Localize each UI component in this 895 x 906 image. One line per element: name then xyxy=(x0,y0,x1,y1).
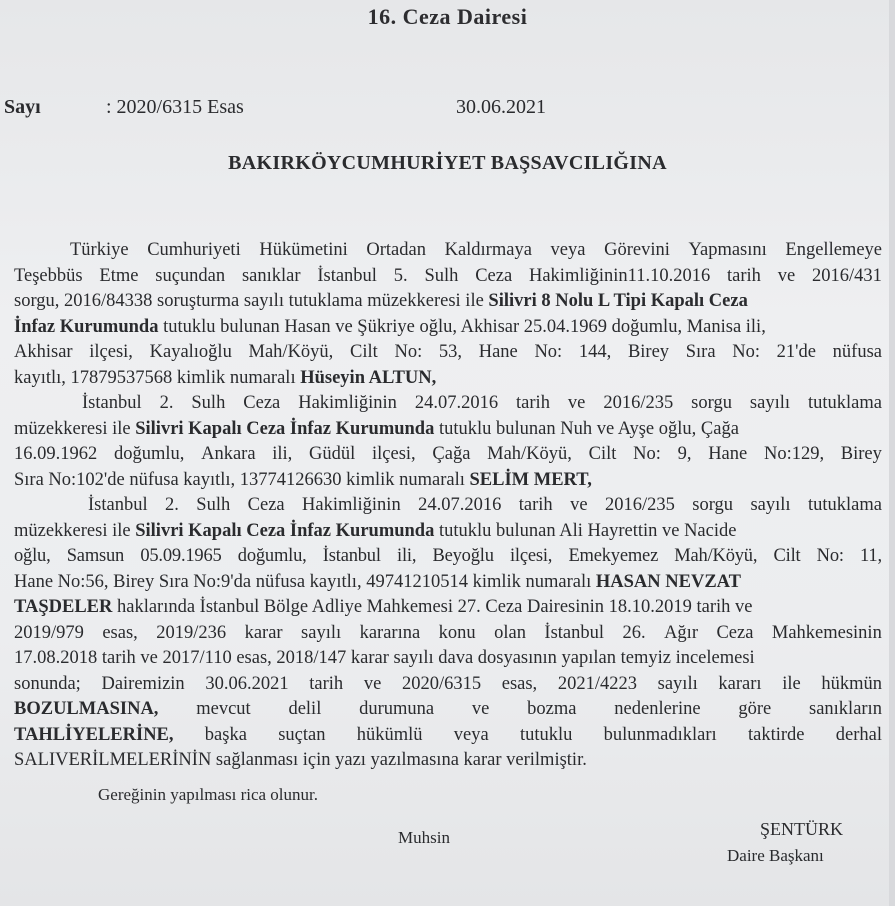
body-word: sanıklar xyxy=(241,265,301,286)
body-word: 16.09.1962 xyxy=(14,444,98,464)
body-word: Ceza xyxy=(475,265,513,286)
body-word: doğumlu, xyxy=(237,546,307,566)
body-word: Ceza xyxy=(247,495,285,515)
defendant-name: TAŞDELER xyxy=(14,597,113,617)
body-word: Mah/Köyü, xyxy=(248,342,334,362)
body-word: Engellemeye xyxy=(785,240,882,260)
body-word: sayılı xyxy=(657,673,698,694)
sayi-value: : 2020/6315 Esas xyxy=(106,96,244,118)
body-word: 2020/6315 xyxy=(401,673,482,694)
body-word: bozma xyxy=(527,699,577,719)
body-text: SALIVERİLMELERİNİN sağlanması için yazı yazılmasına karar verilmiştir. xyxy=(14,750,587,770)
body-word: 2. xyxy=(159,393,174,413)
body-text: müzekkeresi ile xyxy=(14,418,136,439)
body-word: 26. xyxy=(622,622,646,643)
body-word: konu xyxy=(438,622,476,643)
facility-name: Silivri 8 Nolu L Tipi Kapalı Ceza xyxy=(488,291,748,311)
body-text: tutuklu bulunan Nuh ve Ayşe oğlu, Çağa xyxy=(434,418,739,439)
body-word: Sulh xyxy=(424,265,459,286)
body-word: esas, xyxy=(102,622,138,643)
body-word: durumuna xyxy=(359,699,435,719)
addressee-heading: BAKIRKÖYCUMHURİYET BAŞSAVCILIĞINA xyxy=(228,152,667,174)
body-word: Hükümetini xyxy=(259,240,348,260)
body-word: Birey xyxy=(840,444,882,464)
body-text: müzekkeresi ile xyxy=(14,520,136,541)
body-word: Görevini xyxy=(604,240,670,260)
body-word: Türkiye xyxy=(70,240,129,260)
body-word: nedenlerine xyxy=(614,699,701,719)
body-line xyxy=(14,366,882,392)
body-word: tarih xyxy=(309,673,344,694)
body-word: başka xyxy=(204,724,247,745)
body-line xyxy=(14,595,882,621)
body-word: 24.07.2016 xyxy=(418,495,502,515)
body-text: Hane No:56, Birey Sıra No:9'da nüfusa kayıtlı, 49741210514 kimlik numaralı xyxy=(14,571,596,592)
facility-name: Silivri Kapalı Ceza İnfaz Kurumunda xyxy=(135,418,435,439)
body-line xyxy=(14,493,882,519)
body-line xyxy=(14,468,882,494)
body-word: suçundan xyxy=(155,265,226,286)
body-word: 5. xyxy=(393,265,408,286)
body-word: sorgu xyxy=(691,393,732,413)
signature-chair-name: ŞENTÜRK xyxy=(760,819,844,839)
body-word: tarih xyxy=(518,495,553,515)
body-line xyxy=(14,315,882,341)
body-word: ve xyxy=(777,265,796,286)
ruling-keyword: BOZULMASINA, xyxy=(14,699,159,719)
body-word: kararına xyxy=(359,622,421,643)
body-word: oğlu, xyxy=(14,546,51,566)
body-line xyxy=(14,748,882,774)
body-text: Sıra No:102'de nüfusa kayıtlı, 13774126630 kimlik numaralı xyxy=(14,469,470,490)
body-line xyxy=(14,442,882,468)
body-word: Hakimliğinin11.10.2016 xyxy=(528,265,711,286)
body-word: ve xyxy=(363,673,382,694)
defendant-name: SELİM MERT, xyxy=(469,469,592,490)
body-word: Akhisar xyxy=(14,342,73,362)
body-word: Ortadan xyxy=(366,240,426,260)
body-word: ili, xyxy=(272,444,293,464)
body-word: İstanbul xyxy=(544,622,605,643)
body-word: sayılı xyxy=(301,622,342,643)
body-line xyxy=(14,697,882,723)
body-word: Cilt xyxy=(350,342,378,362)
body-word: Teşebbüs xyxy=(14,265,83,286)
body-word: No: xyxy=(732,342,760,362)
body-word: derhal xyxy=(835,724,882,745)
body-line xyxy=(14,340,882,366)
body-word: sorgu xyxy=(692,495,734,515)
body-word: İstanbul xyxy=(322,546,381,566)
body-word: delil xyxy=(288,699,322,719)
body-word: 53, xyxy=(438,342,463,362)
body-line xyxy=(14,417,882,443)
body-word: veya xyxy=(453,724,489,745)
body-word: 2016/235 xyxy=(604,495,675,515)
body-word: Ağır xyxy=(664,622,698,643)
facility-name: İnfaz Kurumunda xyxy=(14,316,159,337)
body-word: tarih xyxy=(516,393,550,413)
body-word: karar xyxy=(244,622,283,643)
body-text: 17.08.2018 tarih ve 2017/110 esas, 2018/147 karar sayılı dava dosyasının yapılan temyiz incelemesi xyxy=(14,648,755,668)
body-word: 2019/979 xyxy=(14,622,84,643)
body-word: Birey xyxy=(627,342,670,362)
body-line xyxy=(14,264,882,290)
body-word: sayılı xyxy=(749,393,790,413)
body-line xyxy=(14,646,882,672)
body-text: haklarında İstanbul Bölge Adliye Mahkemesi 27. Ceza Dairesinin 18.10.2019 tarih ve xyxy=(112,597,753,617)
body-word: 2019/236 xyxy=(156,622,227,643)
body-word: İstanbul xyxy=(317,265,377,286)
body-word: 11, xyxy=(860,546,882,566)
body-word: 24.07.2016 xyxy=(414,393,499,413)
body-word: Mahkemesinin xyxy=(771,622,882,643)
body-word: Cumhuriyeti xyxy=(147,240,241,260)
body-word: hükümlü xyxy=(356,724,423,745)
body-word: 05.09.1965 xyxy=(140,546,222,566)
body-word: Etme xyxy=(99,265,139,286)
body-word: Mah/Köyü, xyxy=(674,546,758,566)
signature-member: Muhsin xyxy=(398,828,450,847)
body-line xyxy=(14,519,882,545)
body-word: ilçesi, xyxy=(372,444,416,464)
body-word: 2016/431 xyxy=(812,265,882,286)
body-word: tutuklama xyxy=(807,393,882,413)
body-text: tutuklu bulunan Hasan ve Şükriye oğlu, Akhisar 25.04.1969 doğumlu, Manisa ili, xyxy=(158,316,766,337)
body-word: 2. xyxy=(165,495,179,515)
body-word: İstanbul xyxy=(88,495,148,515)
body-word: Ceza xyxy=(716,622,754,643)
body-word: 21'de xyxy=(776,342,816,362)
body-word: ve xyxy=(567,393,586,413)
body-word: Sulh xyxy=(196,495,231,515)
body-word: 2021/4223 xyxy=(557,673,637,694)
body-word: 2016/235 xyxy=(603,393,674,413)
body-word: No:129, xyxy=(763,444,825,464)
body-word: Sulh xyxy=(191,393,226,413)
body-text: kayıtlı, 17879537568 kimlik numaralı xyxy=(14,367,301,388)
body-word: olan xyxy=(494,622,526,643)
body-word: Hakimliğinin xyxy=(298,393,397,413)
body-word: tarih xyxy=(727,265,761,286)
body-word: ve xyxy=(570,495,588,515)
body-word: veya xyxy=(550,240,586,260)
body-line xyxy=(14,391,882,417)
body-word: Samsun xyxy=(66,546,125,566)
body-word: mevcut xyxy=(196,699,251,719)
body-word: No: xyxy=(633,444,661,464)
body-word: 9, xyxy=(677,444,692,464)
body-line xyxy=(14,289,882,315)
body-word: kararı xyxy=(718,673,762,694)
sayi-label: Sayı xyxy=(4,96,41,118)
body-word: suçtan xyxy=(278,724,326,745)
body-word: göre xyxy=(738,699,772,719)
document-date: 30.06.2021 xyxy=(456,96,546,118)
body-word: Sıra xyxy=(685,342,716,362)
body-word: No: xyxy=(534,342,563,362)
body-word: sonunda; xyxy=(14,673,81,694)
defendant-name: HASAN NEVZAT xyxy=(595,571,741,592)
body-word: Cilt xyxy=(773,546,801,566)
body-word: ilçesi, xyxy=(89,342,133,362)
body-word: Ankara xyxy=(201,444,256,464)
body-line xyxy=(14,672,882,698)
facility-name: Silivri Kapalı Ceza İnfaz Kurumunda xyxy=(135,520,435,541)
body-word: Hane xyxy=(478,342,518,362)
body-word: Güdül xyxy=(309,444,356,464)
body-word: hükmün xyxy=(821,673,882,694)
body-line xyxy=(14,723,882,749)
window-edge xyxy=(889,0,895,906)
body-word: ile xyxy=(782,673,801,694)
body-text: sorgu, 2016/84338 soruşturma sayılı tutuklama müzekkeresi ile xyxy=(14,291,489,311)
body-word: doğumlu, xyxy=(113,444,185,464)
body-word: tutuklama xyxy=(807,495,882,515)
body-word: Beyoğlu xyxy=(432,546,494,566)
body-word: 30.06.2021 xyxy=(205,673,289,694)
body-line xyxy=(14,570,882,596)
body-word: Çağa xyxy=(432,444,471,464)
body-word: No: xyxy=(816,546,844,566)
ruling-keyword: TAHLİYELERİNE, xyxy=(14,724,174,745)
body-word: Hakimliğinin xyxy=(302,495,401,515)
body-word: Ceza xyxy=(243,393,281,413)
body-line xyxy=(14,238,882,264)
body-word: Dairemizin xyxy=(101,673,185,694)
defendant-name: Hüseyin ALTUN, xyxy=(300,367,437,388)
body-word: nüfusa xyxy=(832,342,882,362)
body-word: bulunmadıkları xyxy=(603,724,717,745)
body-line xyxy=(14,621,882,647)
body-word: ilçesi, xyxy=(509,546,553,566)
body-text: tutuklu bulunan Ali Hayrettin ve Nacide xyxy=(434,520,737,541)
body-word: esas, xyxy=(501,673,538,694)
office-title: 16. Ceza Dairesi xyxy=(367,4,528,29)
body-word: taktirde xyxy=(747,724,805,745)
body-word: Cilt xyxy=(588,444,617,464)
body-word: Hane xyxy=(708,444,748,464)
body-word: sanıkların xyxy=(809,699,882,719)
body-word: İstanbul xyxy=(82,393,142,413)
body-word: 144, xyxy=(578,342,612,362)
body-word: ili, xyxy=(397,546,417,566)
body-word: Kaldırmaya xyxy=(444,240,532,260)
body-word: ve xyxy=(471,699,490,719)
body-word: No: xyxy=(394,342,423,362)
body-word: Yapmasını xyxy=(688,240,767,260)
body-word: Kayalıoğlu xyxy=(149,342,232,362)
letter-body xyxy=(14,238,882,774)
body-word: Emekyemez xyxy=(568,546,659,566)
signature-chair-title: Daire Başkanı xyxy=(727,846,824,865)
body-word: Mah/Köyü, xyxy=(487,444,572,464)
body-word: sayılı xyxy=(750,495,791,515)
body-line xyxy=(14,544,882,570)
closing-line: Gereğinin yapılması rica olunur. xyxy=(98,785,318,804)
body-word: tutuklu xyxy=(519,724,573,745)
